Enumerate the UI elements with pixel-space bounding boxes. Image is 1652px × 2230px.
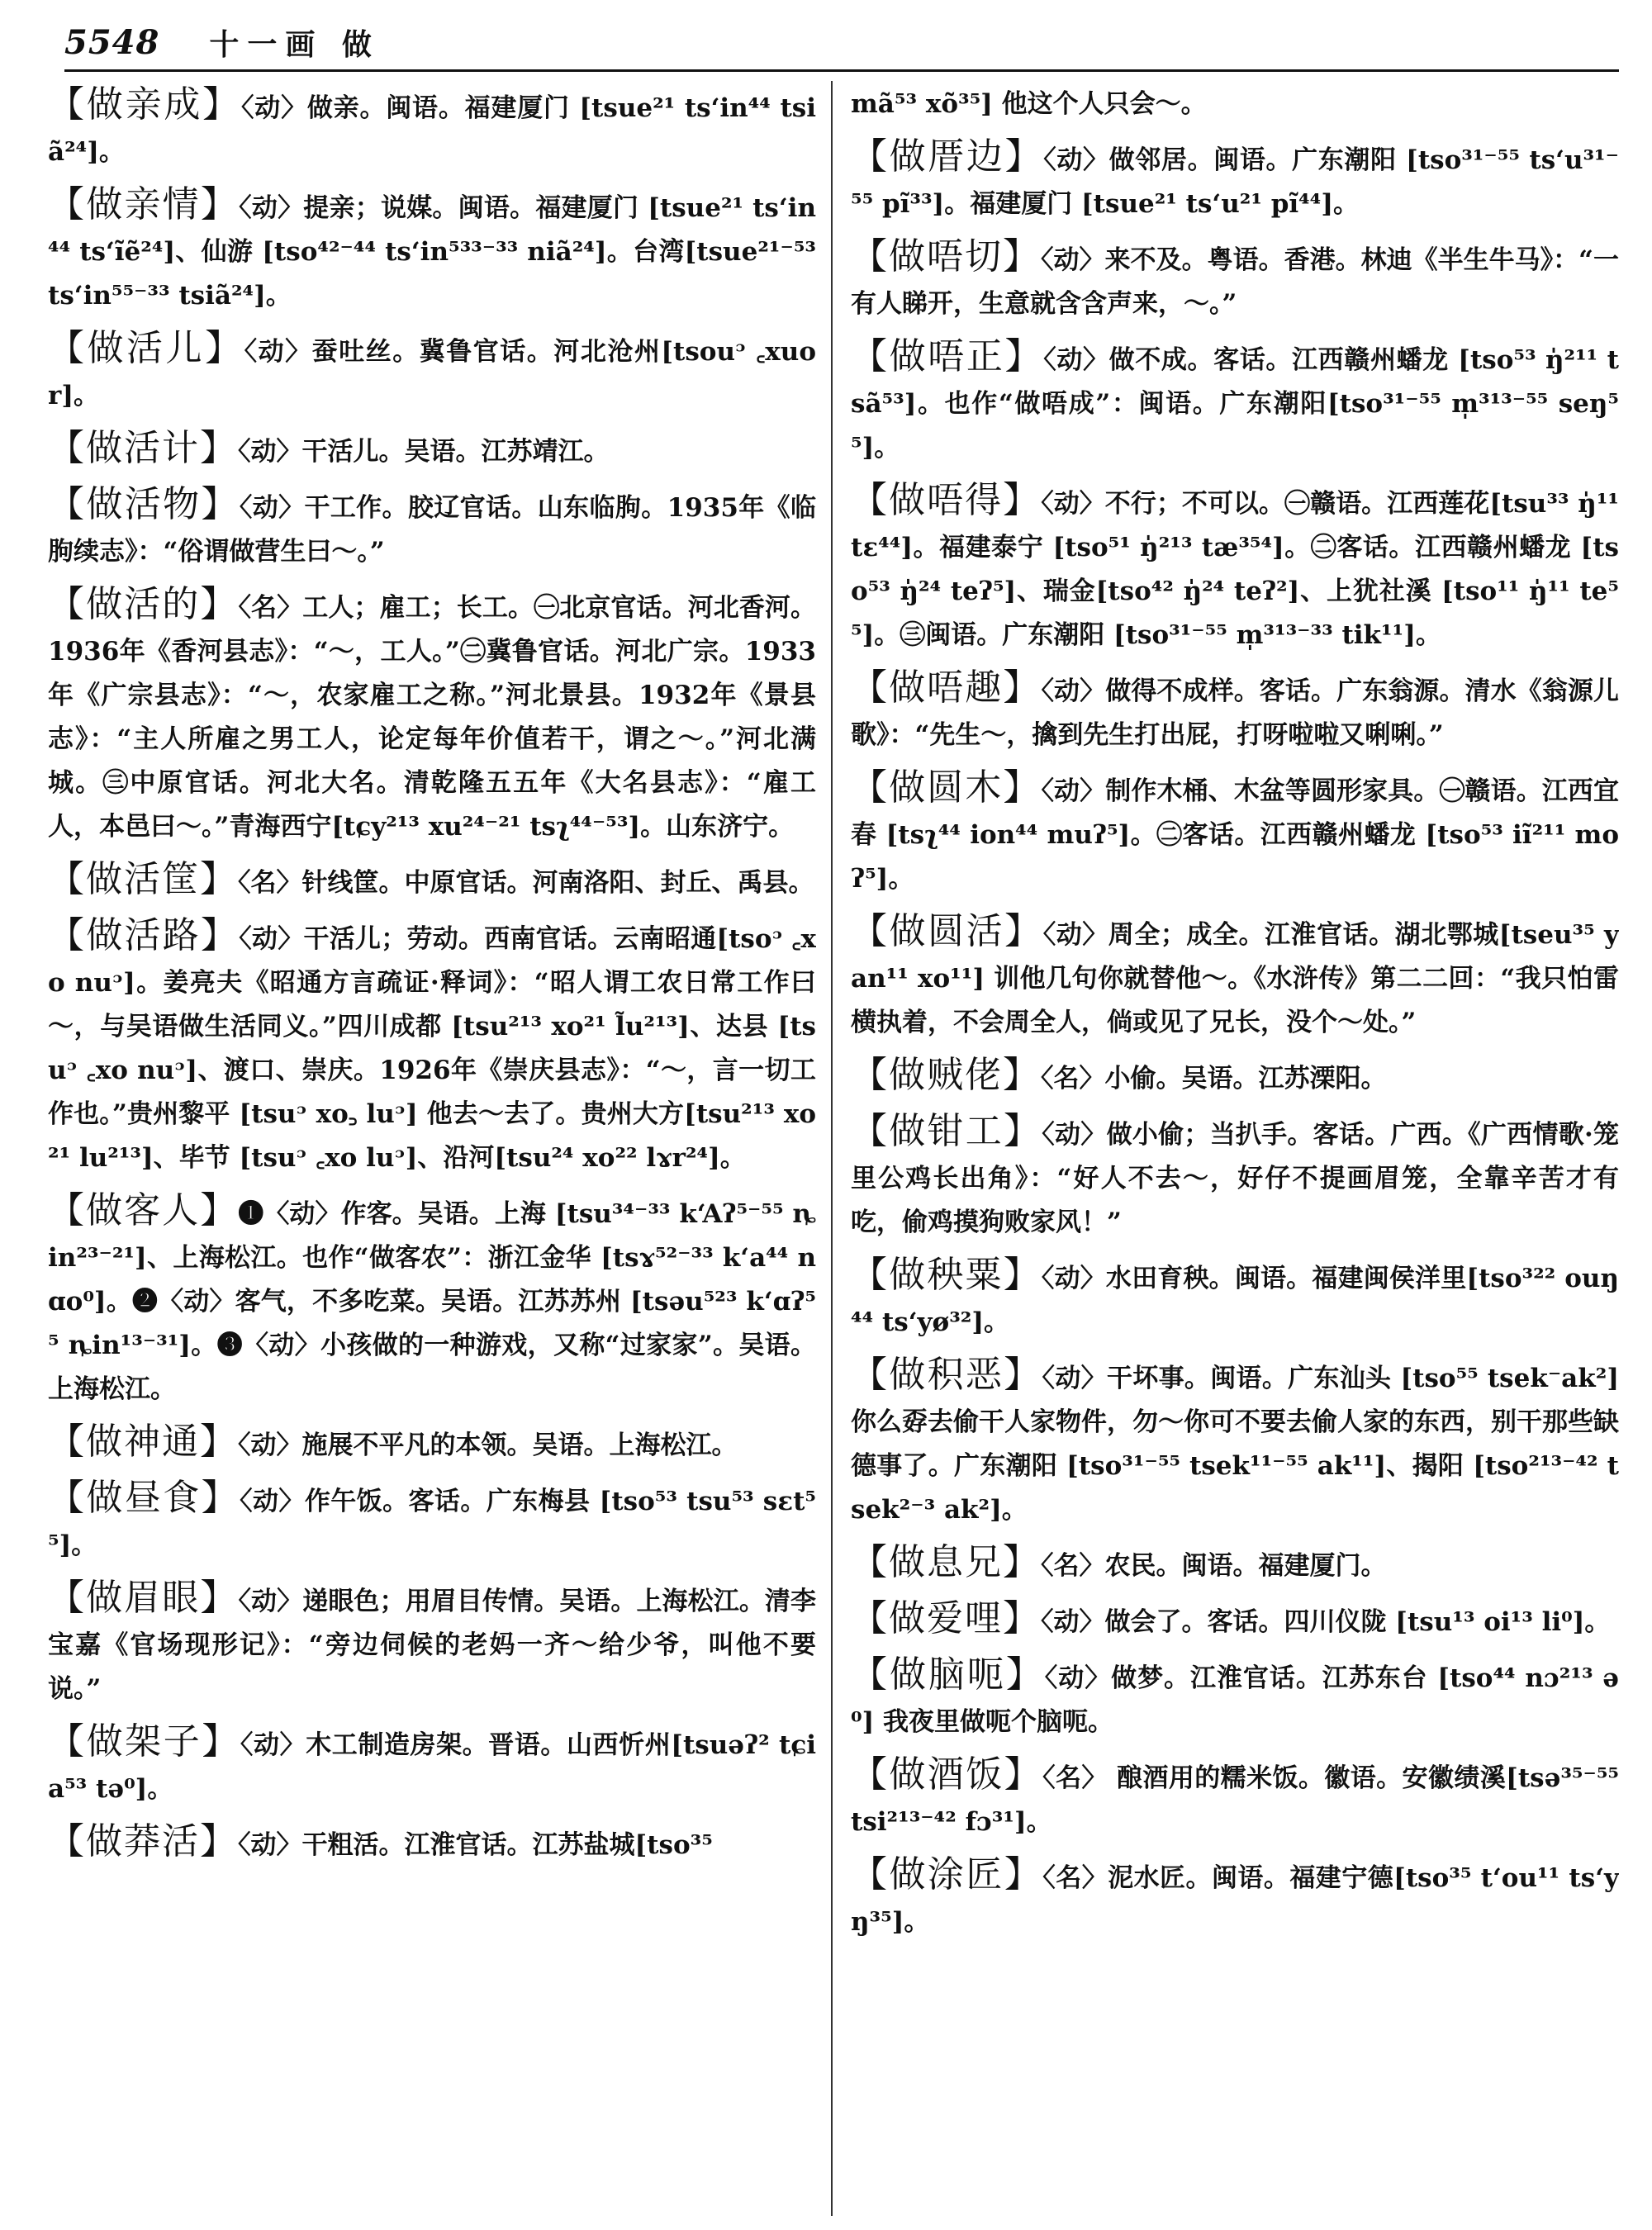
entry-definition: 〈动〉干粗活。江淮官话。江苏盐城[tso³⁵ [238, 1830, 713, 1860]
entry-definition: 〈动〉干活儿。吴语。江苏靖江。 [238, 437, 610, 467]
entry-definition: ❶〈动〉作客。吴语。上海 [tsu³⁴⁻³³ kʻAʔ⁵⁻⁵⁵ ȵin²³⁻²¹]、上海松江。也作“做客农”：浙江金华 [tsɤ⁵²⁻³³ kʻa⁴⁴ nɑo⁰]。❷〈动〉客气，不多吃菜。吴语。江苏苏州 [tsəu⁵²³ kʻɑʔ⁵⁵ ȵin¹³⁻³¹]。❸〈动〉小孩做的一种游戏，又称“过家家”。吴语。上海松江。 [48, 1199, 816, 1404]
entry-headword: 【做活计】 [48, 427, 238, 469]
entry-definition: 〈动〉水田育秧。闽语。福建闽侯洋里[tso³²² ouŋ⁴⁴ tsʻyø³²]。 [851, 1264, 1619, 1337]
entry-headword: 【做钳工】 [851, 1110, 1042, 1152]
entry-definition: 〈动〉作午饭。客话。广东梅县 [tso⁵³ tsu⁵³ sɛt⁵⁵]。 [48, 1487, 816, 1560]
entry-definition: 〈名〉泥水匠。闽语。福建宁德[tso³⁵ tʻou¹¹ tsʻyŋ³⁵]。 [851, 1863, 1619, 1937]
entry-definition: 〈动〉做会了。客话。四川仪陇 [tsu¹³ oi¹³ li⁰]。 [1041, 1607, 1611, 1637]
dictionary-entry [851, 235, 1619, 326]
column-divider [831, 81, 833, 2216]
entry-definition: 〈动〉做得不成样。客话。广东翁源。清水《翁源儿歌》：“先生～，擒到先生打出屁，打呀啦啦又唎唎。” [851, 676, 1619, 750]
dictionary-entry [48, 1720, 816, 1811]
dictionary-entry [851, 83, 1619, 126]
dictionary-entry [48, 582, 816, 849]
entry-headword: 【做唔正】 [851, 335, 1044, 377]
entry-headword: 【做唔得】 [851, 479, 1042, 521]
dictionary-entry [48, 183, 816, 318]
entry-definition: 〈动〉制作木桶、木盆等圆形家具。㊀赣语。江西宜春 [tsʅ⁴⁴ ion⁴⁴ muʔ⁵]。㊁客话。江西赣州蟠龙 [tso⁵³ iĩ²¹¹ moʔ⁵]。 [851, 776, 1619, 894]
header-rule [64, 69, 1619, 72]
page-header [64, 17, 1586, 68]
entry-headword: 【做活儿】 [48, 327, 244, 369]
entry-headword: 【做客人】 [48, 1189, 239, 1231]
entry-headword: 【做活的】 [48, 583, 239, 625]
dictionary-entry [48, 83, 816, 174]
entry-headword: 【做厝边】 [851, 135, 1044, 178]
dictionary-entry [48, 857, 816, 905]
entry-definition: 〈动〉做不成。客话。江西赣州蟠龙 [tso⁵³ ŋ̍²¹¹ tsã⁵³]。也作“做唔成”：闽语。广东潮阳[tso³¹⁻⁵⁵ m̩³¹³⁻⁵⁵ seŋ⁵⁵]。 [851, 345, 1619, 463]
entry-headword: 【做贼佬】 [851, 1054, 1041, 1096]
entry-definition: mã⁵³ xõ³⁵] 他这个人只会～。 [851, 89, 1207, 119]
entry-definition: 〈动〉木工制造房架。晋语。山西忻州[tsuəʔ² tɕia⁵³ tə⁰]。 [48, 1730, 816, 1804]
entry-headword: 【做息兄】 [851, 1541, 1041, 1583]
entry-definition: 〈动〉来不及。粤语。香港。林迪《半生牛马》：“一有人睇开，生意就含含声来，～。” [851, 245, 1619, 319]
dictionary-entry [851, 1653, 1619, 1744]
entry-headword: 【做活筐】 [48, 858, 238, 900]
entry-definition: 〈名〉工人；雇工；长工。㊀北京官话。河北香河。1936年《香河县志》：“～，工人。”㊁冀鲁官话。河北广宗。1933年《广宗县志》：“～，农家雇工之称。”河北景县。1932年《景县志》：“主人所雇之男工人，论定每年价值若干，谓之～。”河北满城。㊂中原官话。河北大名。清乾隆五五年《大名县志》：“雇工人，本邑曰～。”青海西宁[tɕy²¹³ xu²⁴⁻²¹ tsʅ⁴⁴⁻⁵³]。山东济宁。 [48, 593, 816, 842]
entry-definition: 〈动〉做亲。闽语。福建厦门 [tsue²¹ tsʻin⁴⁴ tsiã²⁴]。 [48, 93, 816, 167]
dictionary-entry [48, 913, 816, 1180]
entry-headword: 【做脑呃】 [851, 1654, 1045, 1696]
dictionary-entry [851, 135, 1619, 226]
dictionary-entry [851, 666, 1619, 757]
entry-headword: 【做爱哩】 [851, 1597, 1041, 1639]
dictionary-entry [48, 1420, 816, 1468]
entry-definition: 〈动〉蚕吐丝。冀鲁官话。河北沧州[tsouᵓ ꜀xuor]。 [48, 337, 816, 410]
entry-headword: 【做神通】 [48, 1421, 238, 1463]
dictionary-entry [48, 1820, 816, 1867]
dictionary-entry [48, 482, 816, 574]
entry-headword: 【做亲成】 [48, 83, 241, 126]
entry-definition: 〈动〉做邻居。闽语。广东潮阳 [tso³¹⁻⁵⁵ tsʻu³¹⁻⁵⁵ pĩ³³]。福建厦门 [tsue²¹ tsʻu²¹ pĩ⁴⁴]。 [851, 145, 1619, 219]
right-column [851, 83, 1619, 2218]
entry-definition: 〈动〉做梦。江淮官话。江苏东台 [tso⁴⁴ nɔ²¹³ ə⁰] 我夜里做呃个脑呃。 [851, 1663, 1619, 1737]
dictionary-entry [851, 909, 1619, 1045]
entry-headword: 【做圆活】 [851, 910, 1043, 952]
dictionary-entry [851, 1253, 1619, 1345]
section-title: 十一画 做 [209, 26, 380, 62]
entry-headword: 【做眉眼】 [48, 1577, 239, 1619]
entry-headword: 【做活物】 [48, 483, 240, 525]
dictionary-entry [851, 1053, 1619, 1101]
entry-headword: 【做架子】 [48, 1720, 240, 1763]
entry-headword: 【做亲情】 [48, 183, 240, 225]
dictionary-entry [48, 1189, 816, 1412]
entry-headword: 【做唔趣】 [851, 667, 1042, 709]
entry-definition: 〈动〉施展不平凡的本领。吴语。上海松江。 [238, 1431, 738, 1460]
entry-definition: 〈动〉提亲；说媒。闽语。福建厦门 [tsue²¹ tsʻin⁴⁴ tsʻĩẽ²⁴]、仙游 [tso⁴²⁻⁴⁴ tsʻin⁵³³⁻³³ niã²⁴]。台湾[tsue²¹⁻⁵³ tsʻin⁵⁵⁻³³ tsiã²⁴]。 [48, 193, 816, 311]
entry-definition: 〈动〉不行；不可以。㊀赣语。江西莲花[tsu³³ ŋ̍¹¹ tɛ⁴⁴]。福建泰宁 [tso⁵¹ ŋ̍²¹³ tæ³⁵⁴]。㊁客话。江西赣州蟠龙 [tso⁵³ ŋ̍²⁴ teʔ⁵]、瑞金[tso⁴² ŋ̍²⁴ teʔ²]、上犹社溪 [tso¹¹ ŋ̍¹¹ te⁵⁵]。㊂闽语。广东潮阳 [tso³¹⁻⁵⁵ m̩³¹³⁻³³ tik¹¹]。 [851, 489, 1619, 650]
dictionary-entry [851, 1597, 1619, 1644]
entry-definition: 〈动〉干活儿；劳动。西南官话。云南昭通[tsoᵓ ꜀xo nuᵓ]。姜亮夫《昭通方言疏证·释词》：“昭人谓工农日常工作曰～，与吴语做生活同义。”四川成都 [tsu²¹³ xo²¹ l̃u²¹³]、达县 [tsuᵓ ꜀xo nuᵓ]、渡口、崇庆。1926年《崇庆县志》：“～，言一切工作也。”贵州黎平 [tsuᵓ xo꜆ luᵓ] 他去～去了。贵州大方[tsu²¹³ xo²¹ lu²¹³]、毕节 [tsuᵓ ꜀xo luᵓ]、沿河[tsu²⁴ xo²² lɤr²⁴]。 [48, 924, 816, 1173]
dictionary-entry [48, 1576, 816, 1711]
entry-definition: 〈动〉干工作。胶辽官话。山东临朐。1935年《临朐续志》：“俗谓做营生曰～。” [48, 493, 816, 567]
entry-headword: 【做唔切】 [851, 235, 1042, 278]
entry-definition: 〈动〉干坏事。闽语。广东汕头 [tso⁵⁵ tsek⁻ak²] 你么孬去偷干人家物件，勿～你可不要去偷人家的东西，别干那些缺德事了。广东潮阳 [tso³¹⁻⁵⁵ tsek¹¹⁻⁵⁵ ak¹¹]、揭阳 [tso²¹³⁻⁴² tsek²⁻³ ak²]。 [851, 1364, 1619, 1525]
entry-headword: 【做圆木】 [851, 766, 1042, 809]
entry-headword: 【做昼食】 [48, 1477, 240, 1519]
entry-definition: 〈名〉农民。闽语。福建厦门。 [1041, 1551, 1387, 1581]
dictionary-entry [851, 1540, 1619, 1588]
entry-headword: 【做涂匠】 [851, 1853, 1043, 1896]
dictionary-entry [851, 766, 1619, 901]
dictionary-entry [851, 1853, 1619, 1944]
entry-definition: 〈动〉做小偷；当扒手。客话。广西。《广西情歌·笼里公鸡长出角》：“好人不去～，好仔不提画眉笼，全靠辛苦才有吃，偷鸡摸狗败家风！” [851, 1120, 1619, 1237]
entry-headword: 【做秧粟】 [851, 1254, 1042, 1296]
entry-headword: 【做莽活】 [48, 1820, 238, 1862]
dictionary-entry [48, 1476, 816, 1568]
entry-headword: 【做活路】 [48, 914, 240, 956]
entry-headword: 【做酒饭】 [851, 1753, 1043, 1796]
dictionary-entry [48, 426, 816, 474]
entry-definition: 〈动〉周全；成全。江淮官话。湖北鄂城[tseu³⁵ yan¹¹ xo¹¹] 训他几句你就替他～。《水浒传》第二二回：“我只怕雷横执着，不会周全人，倘或见了兄长，没个～处。” [851, 920, 1619, 1037]
entry-definition: 〈名〉小偷。吴语。江苏溧阳。 [1041, 1064, 1387, 1094]
page-number: 5548 [64, 22, 160, 62]
dictionary-entry [851, 1109, 1619, 1245]
entry-definition: 〈名〉 酿酒用的糯米饭。徽语。安徽绩溪[tsə³⁵⁻⁵⁵ tsi²¹³⁻⁴² fɔ³¹]。 [851, 1763, 1619, 1837]
dictionary-entry [851, 1353, 1619, 1532]
dictionary-entry [851, 478, 1619, 657]
dictionary-entry [851, 1753, 1619, 1844]
entry-definition: 〈动〉递眼色；用眉目传情。吴语。上海松江。清李宝嘉《官场现形记》：“旁边伺候的老妈一齐～给少爷，叫他不要说。” [48, 1587, 816, 1704]
entry-headword: 【做积恶】 [851, 1354, 1042, 1396]
entry-definition: 〈名〉针线筐。中原官话。河南洛阳、封丘、禹县。 [238, 868, 814, 898]
dictionary-entry [48, 326, 816, 418]
dictionary-entry [851, 334, 1619, 470]
left-column [48, 83, 816, 2218]
